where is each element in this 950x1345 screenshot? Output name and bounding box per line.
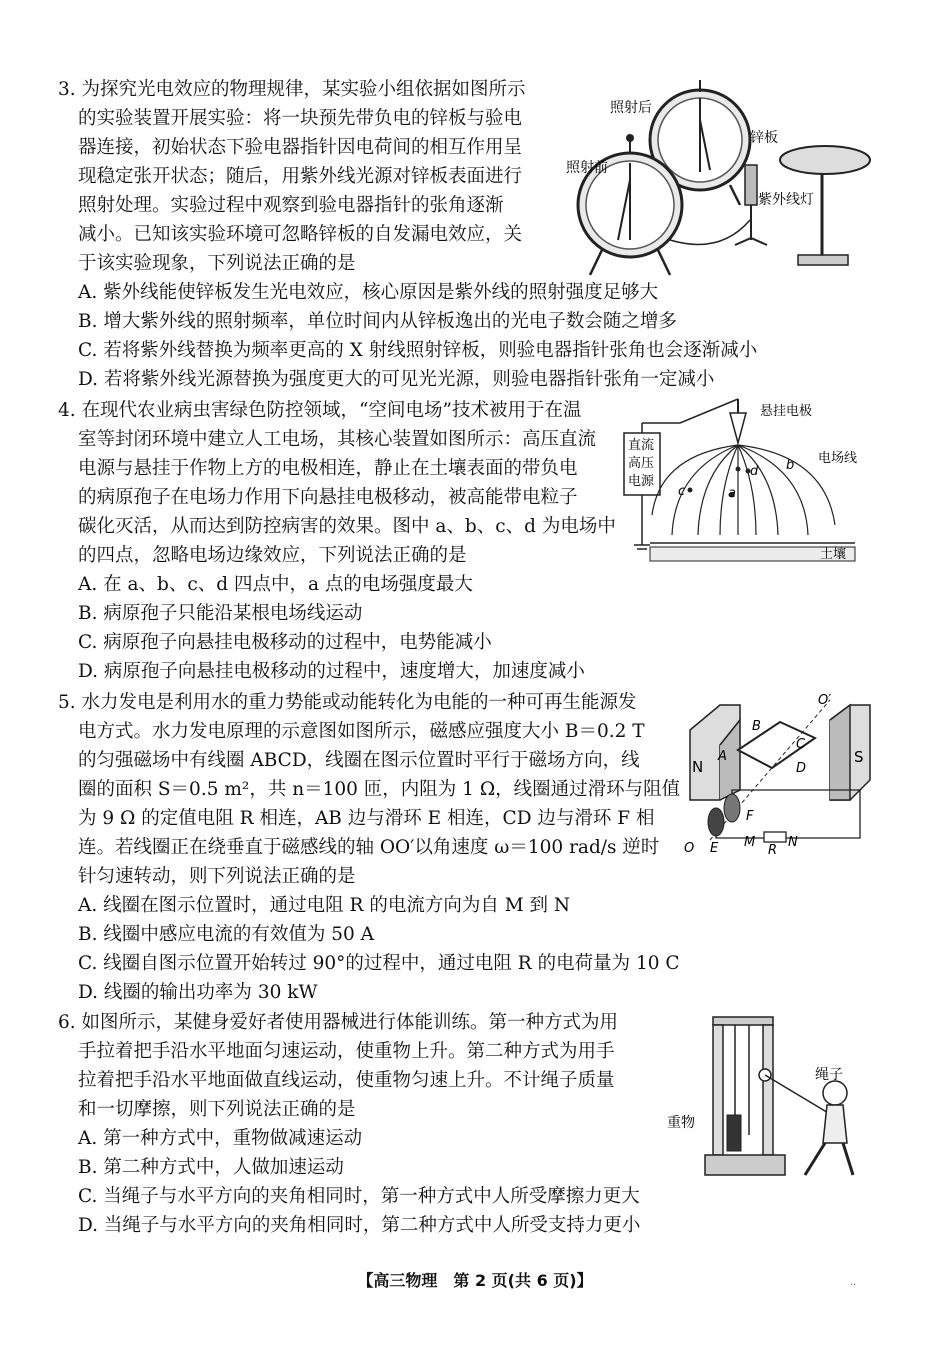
point-c: c bbox=[678, 484, 686, 499]
label-weight: 重物 bbox=[667, 1115, 695, 1131]
label-o: O bbox=[684, 841, 695, 855]
label-after: 照射后 bbox=[610, 100, 652, 116]
label-magnet-s: S bbox=[854, 748, 864, 766]
machine-frame bbox=[713, 1025, 723, 1155]
label-source: 直流 bbox=[628, 438, 655, 453]
q3-stem-line: 于该实验现象，下列说法正确的是 bbox=[78, 253, 356, 274]
q4-option-a: A. 在 a、b、c、d 四点中，a 点的电场强度最大 bbox=[78, 574, 473, 595]
q3-stem-line: 3. 为探究光电效应的物理规律，某实验小组依据如图所示 bbox=[58, 79, 526, 100]
q5-option-a: A. 线圈在图示位置时，通过电阻 R 的电流方向为自 M 到 N bbox=[78, 895, 571, 916]
label-e: E bbox=[710, 841, 719, 855]
q4-stem-line: 碳化灭活，从而达到防控病害的效果。图中 a、b、c、d 为电场中 bbox=[78, 516, 616, 537]
label-n: N bbox=[788, 835, 798, 850]
uv-lamp bbox=[780, 146, 870, 174]
q5-stem-line: 针匀速转动，则下列说法正确的是 bbox=[78, 866, 356, 887]
slip-ring-e bbox=[708, 808, 724, 836]
label-a: A bbox=[718, 749, 727, 764]
label-source: 电源 bbox=[628, 474, 655, 489]
q3-option-c: C. 若将紫外线替换为频率更高的 X 射线照射锌板，则验电器指针张角也会逐渐减小 bbox=[78, 340, 758, 361]
point-d: d bbox=[750, 464, 759, 479]
q5-stem-line: 连。若线圈正在绕垂直于磁感线的轴 OO′以角速度 ω＝100 rad/s 逆时 bbox=[78, 837, 660, 858]
q3-stem-line: 器连接，初始状态下验电器指针因电荷间的相互作用呈 bbox=[78, 137, 523, 158]
q5-figure-generator bbox=[680, 690, 875, 855]
label-lamp: 紫外线灯 bbox=[758, 192, 814, 208]
label-soil: 土壤 bbox=[820, 547, 847, 562]
label-magnet-n: N bbox=[692, 758, 704, 776]
resistor-r bbox=[764, 832, 786, 842]
q3-stem-line: 现稳定张开状态；随后，用紫外线光源对锌板表面进行 bbox=[78, 166, 523, 187]
q6-option-a: A. 第一种方式中，重物做减速运动 bbox=[78, 1128, 363, 1149]
q4-option-d: D. 病原孢子向悬挂电极移动的过程中，速度增大，加速度减小 bbox=[78, 661, 585, 682]
label-b: B bbox=[752, 719, 761, 734]
page-footer: 【高三物理 第 2 页(共 6 页)】 bbox=[357, 1271, 593, 1290]
label-c: C bbox=[796, 737, 806, 752]
point-a: a bbox=[728, 486, 736, 501]
q4-option-b: B. 病原孢子只能沿某根电场线运动 bbox=[78, 603, 363, 624]
q5-stem-line: 的匀强磁场中有线圈 ABCD，线圈在图示位置时平行于磁场方向，线 bbox=[78, 750, 640, 771]
q4-stem-line: 室等封闭环境中建立人工电场，其核心装置如图所示：高压直流 bbox=[78, 429, 597, 450]
q4-stem-line: 4. 在现代农业病虫害绿色防控领域，“空间电场”技术被用于在温 bbox=[58, 400, 582, 421]
q5-stem-line: 圈的面积 S＝0.5 m²，共 n＝100 匝，内阻为 1 Ω，线圈通过滑环与阻值 bbox=[78, 779, 681, 800]
zinc-plate bbox=[745, 165, 757, 205]
q6-stem-line: 手拉着把手沿水平地面匀速运动，使重物上升。第二种方式为用手 bbox=[78, 1041, 615, 1062]
q3-stem-line: 的实验装置开展实验：将一块预先带负电的锌板与验电 bbox=[78, 108, 523, 129]
q3-figure-electroscope bbox=[560, 80, 890, 280]
label-source: 高压 bbox=[628, 456, 655, 471]
person-body bbox=[823, 1105, 847, 1143]
label-field-line: 电场线 bbox=[818, 451, 858, 466]
q5-stem-line: 5. 水力发电是利用水的重力势能或动能转化为电能的一种可再生能源发 bbox=[58, 692, 637, 713]
q4-stem-line: 的四点，忽略电场边缘效应，下列说法正确的是 bbox=[78, 545, 467, 566]
q4-stem-line: 电源与悬挂于作物上方的电极相连，静止在土壤表面的带负电 bbox=[78, 458, 578, 479]
page-dots: ·· bbox=[850, 1280, 857, 1291]
q5-option-c: C. 线圈自图示位置开始转过 90°的过程中，通过电阻 R 的电荷量为 10 C bbox=[78, 953, 680, 974]
q5-stem-line: 电方式。水力发电原理的示意图如图所示，磁感应强度大小 B＝0.2 T bbox=[78, 721, 645, 742]
q5-stem-line: 为 9 Ω 的定值电阻 R 相连，AB 边与滑环 E 相连，CD 边与滑环 F 相 bbox=[78, 808, 655, 829]
label-r: R bbox=[768, 843, 778, 855]
q6-stem-line: 和一切摩擦，则下列说法正确的是 bbox=[78, 1099, 356, 1120]
label-electrode: 悬挂电极 bbox=[760, 404, 813, 419]
q6-option-d: D. 当绳子与水平方向的夹角相同时，第二种方式中人所受支持力更小 bbox=[78, 1215, 641, 1236]
label-m: M bbox=[744, 835, 756, 850]
q4-figure-electric-field bbox=[620, 395, 870, 570]
q5-option-b: B. 线圈中感应电流的有效值为 50 A bbox=[78, 924, 375, 945]
q3-option-d: D. 若将紫外线光源替换为强度更大的可见光光源，则验电器指针张角一定减小 bbox=[78, 369, 715, 390]
q4-option-c: C. 病原孢子向悬挂电极移动的过程中，电势能减小 bbox=[78, 632, 492, 653]
q6-option-b: B. 第二种方式中，人做加速运动 bbox=[78, 1157, 344, 1178]
q6-option-c: C. 当绳子与水平方向的夹角相同时，第一种方式中人所受摩擦力更大 bbox=[78, 1186, 640, 1207]
label-rope: 绳子 bbox=[815, 1067, 843, 1083]
label-d: D bbox=[796, 761, 807, 776]
label-o-prime: O′ bbox=[818, 693, 832, 708]
q6-figure-gym-machine bbox=[665, 1015, 865, 1185]
q3-option-a: A. 紫外线能使锌板发生光电效应，核心原因是紫外线的照射强度足够大 bbox=[78, 282, 659, 303]
label-f: F bbox=[746, 809, 754, 824]
q5-option-d: D. 线圈的输出功率为 30 kW bbox=[78, 982, 318, 1003]
q3-option-b: B. 增大紫外线的照射频率，单位时间内从锌板逸出的光电子数会随之增多 bbox=[78, 311, 677, 332]
point-b: b bbox=[786, 458, 795, 473]
hanging-electrode bbox=[730, 413, 746, 443]
q3-stem-line: 减小。已知该实验环境可忽略锌板的自发漏电效应，关 bbox=[78, 224, 523, 245]
q3-stem-line: 照射处理。实验过程中观察到验电器指针的张角逐渐 bbox=[78, 195, 504, 216]
q6-stem-line: 6. 如图所示，某健身爱好者使用器械进行体能训练。第一种方式为用 bbox=[58, 1012, 619, 1033]
person-head bbox=[823, 1081, 847, 1105]
slip-ring-f bbox=[724, 794, 740, 822]
label-before: 照射前 bbox=[566, 160, 608, 176]
q6-stem-line: 拉着把手沿水平地面做直线运动，使重物匀速上升。不计绳子质量 bbox=[78, 1070, 615, 1091]
weight-stack bbox=[727, 1115, 741, 1151]
label-zinc: 锌板 bbox=[750, 130, 778, 146]
q4-stem-line: 的病原孢子在电场力作用下向悬挂电极移动，被高能带电粒子 bbox=[78, 487, 578, 508]
